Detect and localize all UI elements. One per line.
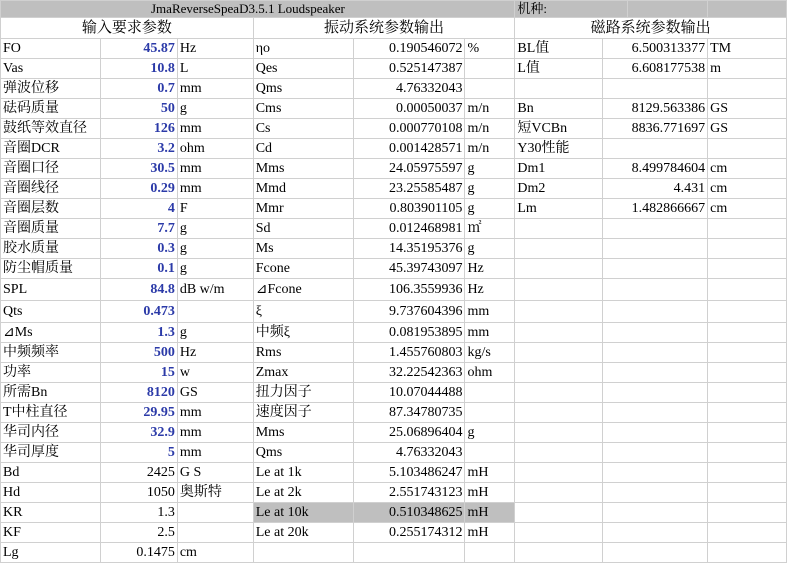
input-label[interactable]: 砝码质量	[1, 99, 101, 119]
vibration-params-header[interactable]: 振动系统参数输出	[253, 18, 515, 39]
vibration-unit[interactable]: g	[465, 239, 515, 259]
magnetic-unit[interactable]	[708, 523, 787, 543]
vibration-value[interactable]: 32.22542363	[353, 363, 465, 383]
vibration-value[interactable]: 14.35195376	[353, 239, 465, 259]
magnetic-value[interactable]: 8.499784604	[603, 159, 708, 179]
vibration-value[interactable]: 0.012468981	[353, 219, 465, 239]
table-row	[1, 259, 787, 279]
vibration-unit[interactable]: mH	[465, 483, 515, 503]
magnetic-label[interactable]	[515, 323, 603, 343]
magnetic-value[interactable]	[603, 443, 708, 463]
magnetic-value[interactable]	[603, 259, 708, 279]
app-title: JmaReverseSpeaD3.5.1 Loudspeaker	[151, 1, 345, 16]
input-value[interactable]: 500	[100, 343, 177, 363]
vibration-unit[interactable]: mm	[465, 323, 515, 343]
table-row	[1, 443, 787, 463]
vibration-value[interactable]: 0.190546072	[353, 39, 465, 59]
input-unit[interactable]: mm	[177, 423, 253, 443]
magnetic-label[interactable]	[515, 503, 603, 523]
input-label[interactable]: 华司内径	[1, 423, 101, 443]
input-value[interactable]: 29.95	[100, 403, 177, 423]
input-label[interactable]: 音圈层数	[1, 199, 101, 219]
input-params-header[interactable]: 输入要求参数	[1, 18, 254, 39]
magnetic-value[interactable]	[603, 239, 708, 259]
vibration-label[interactable]: 扭力因子	[253, 383, 353, 403]
input-unit[interactable]: w	[177, 363, 253, 383]
table-row	[1, 59, 787, 79]
vibration-value[interactable]: 0.001428571	[353, 139, 465, 159]
vibration-label[interactable]: Qms	[253, 443, 353, 463]
table-row	[1, 343, 787, 363]
vibration-value[interactable]: 106.3559936	[353, 279, 465, 301]
input-value[interactable]: 3.2	[100, 139, 177, 159]
input-value[interactable]: 2.5	[100, 523, 177, 543]
magnetic-unit[interactable]	[708, 323, 787, 343]
input-unit[interactable]: F	[177, 199, 253, 219]
vibration-value[interactable]: 0.081953895	[353, 323, 465, 343]
magnetic-value[interactable]	[603, 79, 708, 99]
vibration-label[interactable]: Qes	[253, 59, 353, 79]
vibration-label[interactable]: Le at 2k	[253, 483, 353, 503]
input-value[interactable]: 45.87	[100, 39, 177, 59]
table-row	[1, 383, 787, 403]
vibration-label[interactable]: Cms	[253, 99, 353, 119]
input-unit[interactable]: g	[177, 219, 253, 239]
table-row	[1, 99, 787, 119]
vibration-label[interactable]: Rms	[253, 343, 353, 363]
magnetic-unit[interactable]: cm	[708, 159, 787, 179]
input-unit[interactable]: G S	[177, 463, 253, 483]
table-row	[1, 523, 787, 543]
input-unit[interactable]: mm	[177, 159, 253, 179]
vibration-value[interactable]: 9.737604396	[353, 301, 465, 323]
magnetic-label[interactable]	[515, 301, 603, 323]
input-label[interactable]: KF	[1, 523, 101, 543]
magnetic-label[interactable]	[515, 443, 603, 463]
magnetic-label[interactable]: Dm1	[515, 159, 603, 179]
machine-label-cell[interactable]	[515, 1, 628, 18]
magnetic-unit[interactable]: m	[708, 59, 787, 79]
magnetic-label[interactable]	[515, 483, 603, 503]
input-value[interactable]: 1.3	[100, 503, 177, 523]
magnetic-label[interactable]: 短VCBn	[515, 119, 603, 139]
input-label[interactable]: Bd	[1, 463, 101, 483]
vibration-unit[interactable]	[465, 403, 515, 423]
vibration-unit[interactable]: mH	[465, 523, 515, 543]
magnetic-label[interactable]	[515, 279, 603, 301]
vibration-value[interactable]: 23.25585487	[353, 179, 465, 199]
vibration-label[interactable]: Le at 1k	[253, 463, 353, 483]
vibration-value[interactable]: 2.551743123	[353, 483, 465, 503]
vibration-unit[interactable]: g	[465, 179, 515, 199]
table-row	[1, 239, 787, 259]
input-label[interactable]: Qts	[1, 301, 101, 323]
table-row	[1, 199, 787, 219]
input-unit[interactable]: g	[177, 323, 253, 343]
input-value[interactable]: 10.8	[100, 59, 177, 79]
vibration-unit[interactable]: m/n	[465, 139, 515, 159]
input-value[interactable]: 1050	[100, 483, 177, 503]
cell[interactable]	[628, 1, 708, 18]
vibration-unit[interactable]: g	[465, 159, 515, 179]
table-row	[1, 301, 787, 323]
table-row	[1, 403, 787, 423]
vibration-value[interactable]: 0.255174312	[353, 523, 465, 543]
magnetic-value[interactable]	[603, 403, 708, 423]
vibration-unit[interactable]: mH	[465, 503, 515, 523]
input-unit[interactable]	[177, 523, 253, 543]
input-value[interactable]: 126	[100, 119, 177, 139]
vibration-unit[interactable]: g	[465, 423, 515, 443]
input-value[interactable]: 0.3	[100, 239, 177, 259]
input-label[interactable]: 音圈DCR	[1, 139, 101, 159]
magnetic-label[interactable]	[515, 383, 603, 403]
table-row	[1, 179, 787, 199]
magnetic-label[interactable]	[515, 463, 603, 483]
magnetic-label[interactable]	[515, 543, 603, 563]
input-value[interactable]: 0.7	[100, 79, 177, 99]
table-row	[1, 503, 787, 523]
vibration-unit[interactable]	[465, 79, 515, 99]
input-value[interactable]: 50	[100, 99, 177, 119]
vibration-label[interactable]: Ms	[253, 239, 353, 259]
magnetic-value[interactable]	[603, 363, 708, 383]
table-row	[1, 219, 787, 239]
vibration-value[interactable]: 0.525147387	[353, 59, 465, 79]
magnetic-label[interactable]	[515, 219, 603, 239]
vibration-value[interactable]: 0.00050037	[353, 99, 465, 119]
magnetic-value[interactable]: 8129.563386	[603, 99, 708, 119]
magnetic-value[interactable]	[603, 463, 708, 483]
vibration-unit[interactable]: Hz	[465, 279, 515, 301]
magnetic-unit[interactable]	[708, 503, 787, 523]
vibration-value[interactable]: 45.39743097	[353, 259, 465, 279]
input-label[interactable]: 音圈质量	[1, 219, 101, 239]
input-label[interactable]: Lg	[1, 543, 101, 563]
vibration-value[interactable]	[353, 543, 465, 563]
input-unit[interactable]: dB w/m	[177, 279, 253, 301]
input-value[interactable]: 8120	[100, 383, 177, 403]
input-value[interactable]: 32.9	[100, 423, 177, 443]
vibration-unit[interactable]: ohm	[465, 363, 515, 383]
magnetic-value[interactable]	[603, 383, 708, 403]
input-value[interactable]: 7.7	[100, 219, 177, 239]
vibration-unit[interactable]: %	[465, 39, 515, 59]
cell[interactable]	[708, 1, 787, 18]
input-value[interactable]: 84.8	[100, 279, 177, 301]
magnetic-unit[interactable]	[708, 239, 787, 259]
magnetic-unit[interactable]	[708, 543, 787, 563]
input-unit[interactable]: Hz	[177, 39, 253, 59]
table-row	[1, 323, 787, 343]
magnetic-unit[interactable]	[708, 301, 787, 323]
input-value[interactable]: 15	[100, 363, 177, 383]
input-unit[interactable]	[177, 503, 253, 523]
input-label[interactable]: 所需Bn	[1, 383, 101, 403]
vibration-label[interactable]: 速度因子	[253, 403, 353, 423]
table-row	[1, 119, 787, 139]
input-unit[interactable]: g	[177, 99, 253, 119]
vibration-label[interactable]: ηo	[253, 39, 353, 59]
input-label[interactable]: Hd	[1, 483, 101, 503]
input-unit[interactable]: Hz	[177, 343, 253, 363]
vibration-label[interactable]: Mmd	[253, 179, 353, 199]
input-unit[interactable]: mm	[177, 443, 253, 463]
magnetic-value[interactable]	[603, 543, 708, 563]
magnetic-label[interactable]: L值	[515, 59, 603, 79]
vibration-unit[interactable]: ㎡	[465, 219, 515, 239]
table-row	[1, 159, 787, 179]
table-row	[1, 39, 787, 59]
magnetic-label[interactable]	[515, 343, 603, 363]
vibration-label[interactable]: Cs	[253, 119, 353, 139]
magnetic-unit[interactable]: GS	[708, 99, 787, 119]
vibration-unit[interactable]	[465, 543, 515, 563]
magnetic-label[interactable]	[515, 423, 603, 443]
vibration-value[interactable]: 0.510348625	[353, 503, 465, 523]
magnetic-unit[interactable]	[708, 79, 787, 99]
vibration-label[interactable]: Mmr	[253, 199, 353, 219]
vibration-label[interactable]	[253, 543, 353, 563]
vibration-unit[interactable]: m/n	[465, 99, 515, 119]
vibration-unit[interactable]: m/n	[465, 119, 515, 139]
magnetic-unit[interactable]	[708, 443, 787, 463]
vibration-label[interactable]: ξ	[253, 301, 353, 323]
magnetic-unit[interactable]	[708, 383, 787, 403]
vibration-label[interactable]: Qms	[253, 79, 353, 99]
input-unit[interactable]	[177, 301, 253, 323]
input-label[interactable]: 弹波位移	[1, 79, 101, 99]
magnetic-label[interactable]	[515, 259, 603, 279]
magnetic-unit[interactable]	[708, 463, 787, 483]
magnetic-label[interactable]: Y30性能	[515, 139, 603, 159]
magnetic-label[interactable]: BL值	[515, 39, 603, 59]
magnetic-unit[interactable]: cm	[708, 199, 787, 219]
vibration-label[interactable]: Le at 20k	[253, 523, 353, 543]
input-unit[interactable]: 奥斯特	[177, 483, 253, 503]
magnetic-value[interactable]	[603, 139, 708, 159]
magnetic-value[interactable]	[603, 423, 708, 443]
magnetic-value[interactable]	[603, 343, 708, 363]
input-label[interactable]: FO	[1, 39, 101, 59]
vibration-value[interactable]: 5.103486247	[353, 463, 465, 483]
magnetic-unit[interactable]	[708, 279, 787, 301]
input-unit[interactable]: mm	[177, 403, 253, 423]
magnetic-value[interactable]	[603, 483, 708, 503]
input-value[interactable]: 0.473	[100, 301, 177, 323]
magnetic-unit[interactable]	[708, 423, 787, 443]
vibration-label[interactable]: ⊿Fcone	[253, 279, 353, 301]
vibration-unit[interactable]: g	[465, 199, 515, 219]
vibration-unit[interactable]: mm	[465, 301, 515, 323]
magnetic-unit[interactable]	[708, 403, 787, 423]
input-unit[interactable]: g	[177, 239, 253, 259]
magnetic-unit[interactable]: TM	[708, 39, 787, 59]
vibration-unit[interactable]	[465, 59, 515, 79]
input-value[interactable]: 0.1	[100, 259, 177, 279]
input-unit[interactable]: L	[177, 59, 253, 79]
magnetic-unit[interactable]	[708, 259, 787, 279]
vibration-unit[interactable]: kg/s	[465, 343, 515, 363]
magnetic-params-header[interactable]: 磁路系统参数输出	[515, 18, 787, 39]
input-label[interactable]: 胶水质量	[1, 239, 101, 259]
magnetic-value[interactable]	[603, 279, 708, 301]
table-row	[1, 139, 787, 159]
magnetic-unit[interactable]: cm	[708, 179, 787, 199]
input-value[interactable]: 1.3	[100, 323, 177, 343]
magnetic-label[interactable]: Bn	[515, 99, 603, 119]
input-unit[interactable]: ohm	[177, 139, 253, 159]
magnetic-unit[interactable]	[708, 139, 787, 159]
vibration-value[interactable]: 4.76332043	[353, 443, 465, 463]
input-label[interactable]: SPL	[1, 279, 101, 301]
vibration-label[interactable]: 中频ξ	[253, 323, 353, 343]
input-label[interactable]: Vas	[1, 59, 101, 79]
table-row	[1, 279, 787, 301]
table-row	[1, 423, 787, 443]
vibration-label[interactable]: Mms	[253, 423, 353, 443]
input-value[interactable]: 30.5	[100, 159, 177, 179]
input-value[interactable]: 0.29	[100, 179, 177, 199]
input-label[interactable]: 中频频率	[1, 343, 101, 363]
magnetic-label[interactable]: Lm	[515, 199, 603, 219]
input-label[interactable]: 华司厚度	[1, 443, 101, 463]
vibration-value[interactable]: 87.34780735	[353, 403, 465, 423]
vibration-value[interactable]: 25.06896404	[353, 423, 465, 443]
table-row	[1, 483, 787, 503]
input-label[interactable]: 防尘帽质量	[1, 259, 101, 279]
vibration-label[interactable]: Cd	[253, 139, 353, 159]
vibration-value[interactable]: 0.000770108	[353, 119, 465, 139]
input-unit[interactable]: cm	[177, 543, 253, 563]
vibration-value[interactable]: 24.05975597	[353, 159, 465, 179]
vibration-unit[interactable]: Hz	[465, 259, 515, 279]
table-row	[1, 463, 787, 483]
vibration-value[interactable]: 4.76332043	[353, 79, 465, 99]
table-row	[1, 543, 787, 563]
magnetic-unit[interactable]: GS	[708, 119, 787, 139]
input-unit[interactable]: mm	[177, 79, 253, 99]
magnetic-label[interactable]	[515, 363, 603, 383]
input-value[interactable]: 2425	[100, 463, 177, 483]
magnetic-value[interactable]	[603, 219, 708, 239]
magnetic-value[interactable]: 6.608177538	[603, 59, 708, 79]
magnetic-value[interactable]: 1.482866667	[603, 199, 708, 219]
vibration-label[interactable]: Fcone	[253, 259, 353, 279]
magnetic-unit[interactable]	[708, 363, 787, 383]
input-label[interactable]: 音圈线径	[1, 179, 101, 199]
input-label[interactable]: 音圈口径	[1, 159, 101, 179]
magnetic-value[interactable]: 4.431	[603, 179, 708, 199]
title-cell[interactable]	[1, 1, 515, 18]
magnetic-value[interactable]	[603, 301, 708, 323]
input-unit[interactable]: GS	[177, 383, 253, 403]
input-label[interactable]: 鼓纸等效直径	[1, 119, 101, 139]
magnetic-value[interactable]	[603, 523, 708, 543]
magnetic-unit[interactable]	[708, 343, 787, 363]
vibration-label[interactable]: Sd	[253, 219, 353, 239]
magnetic-unit[interactable]	[708, 219, 787, 239]
vibration-unit[interactable]	[465, 443, 515, 463]
vibration-label[interactable]: Le at 10k	[253, 503, 353, 523]
input-unit[interactable]: mm	[177, 119, 253, 139]
input-unit[interactable]: mm	[177, 179, 253, 199]
input-value[interactable]: 0.1475	[100, 543, 177, 563]
magnetic-label[interactable]: Dm2	[515, 179, 603, 199]
magnetic-label[interactable]	[515, 523, 603, 543]
table-row	[1, 363, 787, 383]
input-label[interactable]: ⊿Ms	[1, 323, 101, 343]
magnetic-value[interactable]: 8836.771697	[603, 119, 708, 139]
magnetic-value[interactable]	[603, 503, 708, 523]
magnetic-label[interactable]	[515, 403, 603, 423]
vibration-value[interactable]: 0.803901105	[353, 199, 465, 219]
vibration-unit[interactable]	[465, 383, 515, 403]
magnetic-label[interactable]	[515, 79, 603, 99]
table-row	[1, 79, 787, 99]
input-unit[interactable]: g	[177, 259, 253, 279]
magnetic-value[interactable]: 6.500313377	[603, 39, 708, 59]
magnetic-label[interactable]	[515, 239, 603, 259]
input-label[interactable]: KR	[1, 503, 101, 523]
input-value[interactable]: 5	[100, 443, 177, 463]
vibration-value[interactable]: 1.455760803	[353, 343, 465, 363]
vibration-unit[interactable]: mH	[465, 463, 515, 483]
vibration-label[interactable]: Zmax	[253, 363, 353, 383]
magnetic-value[interactable]	[603, 323, 708, 343]
vibration-value[interactable]: 10.07044488	[353, 383, 465, 403]
input-value[interactable]: 4	[100, 199, 177, 219]
vibration-label[interactable]: Mms	[253, 159, 353, 179]
machine-label: 机种:	[517, 1, 547, 16]
input-label[interactable]: T中柱直径	[1, 403, 101, 423]
input-label[interactable]: 功率	[1, 363, 101, 383]
magnetic-unit[interactable]	[708, 483, 787, 503]
